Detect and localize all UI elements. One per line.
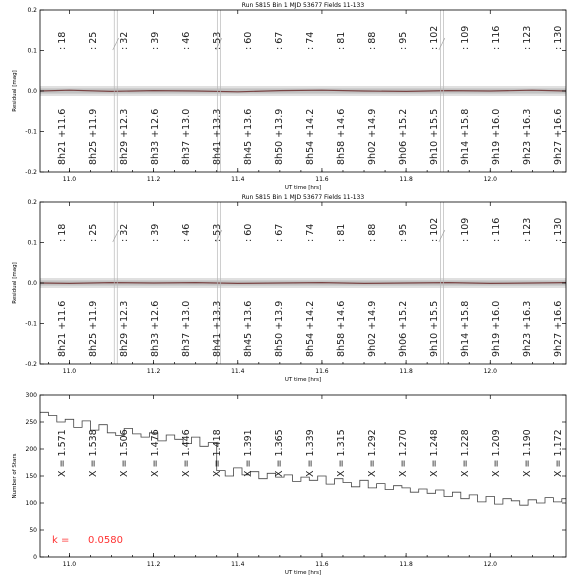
- field-number-label: : 81: [336, 223, 347, 242]
- x-tick-label: 11.8: [399, 176, 413, 183]
- y-tick-label: 0.0: [27, 280, 37, 287]
- airmass-label: X = 1.446: [181, 429, 192, 477]
- time-position-label: 8h21 +11.6: [57, 108, 68, 165]
- y-tick-label: 100: [25, 500, 37, 507]
- field-number-label: : 102: [429, 217, 440, 242]
- field-number-label: : 81: [336, 31, 347, 50]
- field-boundary-slash: [113, 38, 119, 50]
- y-tick-label: 0.1: [27, 239, 37, 247]
- field-number-label: : 123: [522, 217, 533, 242]
- time-position-label: 8h25 +11.9: [88, 300, 99, 357]
- time-position-label: 9h06 +15.2: [398, 108, 409, 165]
- time-position-label: 8h58 +14.6: [336, 300, 347, 357]
- k-label: k =: [52, 535, 70, 546]
- time-position-label: 8h33 +12.6: [150, 108, 161, 165]
- field-number-label: : 32: [119, 31, 130, 50]
- airmass-label: X = 1.248: [429, 429, 440, 477]
- field-number-label: : 18: [57, 31, 68, 50]
- time-position-label: 8h29 +12.3: [119, 108, 130, 165]
- y-tick-label: 0.2: [27, 7, 37, 14]
- x-tick-label: 11.4: [231, 561, 245, 568]
- x-tick-label: 11.2: [146, 368, 161, 375]
- airmass-label: X = 1.365: [274, 429, 285, 477]
- time-position-label: 8h37 +13.0: [181, 300, 192, 357]
- residual-panel-top: [12, 2, 566, 191]
- x-tick-label: 11.2: [146, 176, 161, 183]
- time-position-label: 9h06 +15.2: [398, 300, 409, 357]
- time-position-label: 9h10 +15.5: [429, 108, 440, 165]
- k-value: 0.0580: [88, 535, 123, 546]
- field-number-label: : 32: [119, 223, 130, 242]
- x-axis-label: UT time [hrs]: [284, 377, 322, 383]
- time-position-label: 8h50 +13.9: [274, 300, 285, 357]
- time-position-label: 9h14 +15.8: [460, 300, 471, 357]
- time-position-label: 8h50 +13.9: [274, 108, 285, 165]
- airmass-label: X = 1.270: [398, 429, 409, 477]
- time-position-label: 9h27 +16.6: [553, 300, 564, 357]
- x-axis-label: UT time [hrs]: [284, 185, 322, 191]
- x-tick-label: 12.0: [483, 176, 497, 183]
- field-number-label: : 46: [181, 223, 192, 242]
- time-position-label: 9h02 +14.9: [367, 108, 378, 165]
- y-tick-label: 0.2: [27, 199, 37, 206]
- time-position-label: 9h14 +15.8: [460, 108, 471, 165]
- x-tick-label: 12.0: [483, 561, 497, 568]
- time-position-label: 8h37 +13.0: [181, 108, 192, 165]
- field-number-label: : 60: [243, 31, 254, 50]
- y-tick-label: 0: [33, 554, 37, 561]
- x-tick-label: 11.6: [315, 176, 329, 183]
- airmass-label: X = 1.209: [491, 429, 502, 477]
- x-tick-label: 11.6: [315, 561, 329, 568]
- airmass-label: X = 1.391: [243, 429, 254, 477]
- time-position-label: 8h29 +12.3: [119, 300, 130, 357]
- x-tick-label: 11.8: [399, 368, 413, 375]
- airmass-label: X = 1.228: [460, 429, 471, 477]
- time-position-label: 9h27 +16.6: [553, 108, 564, 165]
- field-number-label: : 46: [181, 31, 192, 50]
- field-number-label: : 95: [398, 223, 409, 242]
- y-tick-label: -0.1: [25, 320, 37, 328]
- field-number-label: : 53: [212, 223, 223, 242]
- airmass-label: X = 1.571: [57, 429, 68, 477]
- panel-title: Run 5815 Bin 1 MJD 53677 Fields 11-133: [241, 2, 365, 9]
- time-position-label: 8h54 +14.2: [305, 300, 316, 357]
- residual-panel-middle: [12, 194, 566, 383]
- time-position-label: 9h19 +16.0: [491, 300, 502, 357]
- field-number-label: : 60: [243, 223, 254, 242]
- panel-title: Run 5815 Bin 1 MJD 53677 Fields 11-133: [241, 194, 365, 201]
- field-number-label: : 39: [150, 31, 161, 50]
- field-number-label: : 109: [460, 217, 471, 242]
- x-tick-label: 11.6: [315, 368, 329, 375]
- airmass-label: X = 1.190: [522, 429, 533, 477]
- star-count-panel: [12, 392, 566, 576]
- y-tick-label: -0.2: [25, 169, 37, 176]
- time-position-label: 8h58 +14.6: [336, 108, 347, 165]
- y-tick-label: -0.2: [25, 361, 37, 368]
- time-position-label: 8h45 +13.6: [243, 108, 254, 165]
- y-tick-label: 0.0: [27, 88, 37, 95]
- field-number-label: : 130: [553, 217, 564, 242]
- field-number-label: : 25: [88, 223, 99, 242]
- field-number-label: : 123: [522, 25, 533, 50]
- time-position-label: 8h21 +11.6: [57, 300, 68, 357]
- airmass-label: X = 1.339: [305, 429, 316, 477]
- airmass-label: X = 1.506: [119, 429, 130, 477]
- field-number-label: : 53: [212, 31, 223, 50]
- field-number-label: : 74: [305, 31, 316, 50]
- y-tick-label: -0.1: [25, 128, 37, 136]
- field-number-label: : 88: [367, 31, 378, 50]
- time-position-label: 9h23 +16.3: [522, 108, 533, 165]
- field-number-label: : 74: [305, 223, 316, 242]
- x-tick-label: 11.0: [62, 368, 77, 375]
- field-number-label: : 39: [150, 223, 161, 242]
- time-position-label: 9h10 +15.5: [429, 300, 440, 357]
- field-number-label: : 18: [57, 223, 68, 242]
- y-tick-label: 0.1: [27, 47, 37, 55]
- x-tick-label: 11.0: [62, 176, 77, 183]
- y-tick-label: 200: [25, 446, 37, 453]
- field-number-label: : 116: [491, 217, 502, 242]
- time-position-label: 8h41 +13.3: [212, 108, 223, 165]
- field-number-label: : 25: [88, 31, 99, 50]
- x-tick-label: 11.2: [146, 561, 161, 568]
- y-tick-label: 300: [25, 392, 37, 399]
- airmass-label: X = 1.538: [88, 429, 99, 477]
- field-number-label: : 130: [553, 25, 564, 50]
- y-axis-label: Number of Stars: [12, 453, 18, 499]
- x-tick-label: 11.8: [399, 561, 413, 568]
- x-tick-label: 11.0: [62, 561, 77, 568]
- airmass-label: X = 1.315: [336, 429, 347, 477]
- time-position-label: 9h02 +14.9: [367, 300, 378, 357]
- field-number-label: : 67: [274, 31, 285, 50]
- x-tick-label: 11.4: [231, 176, 245, 183]
- field-number-label: : 116: [491, 25, 502, 50]
- y-tick-label: 150: [25, 473, 37, 480]
- field-number-label: : 102: [429, 25, 440, 50]
- field-boundary-slash: [113, 230, 119, 242]
- y-tick-label: 50: [29, 527, 37, 534]
- time-position-label: 8h25 +11.9: [88, 108, 99, 165]
- y-tick-label: 250: [25, 419, 37, 426]
- y-axis-label: Residual [mag]: [12, 70, 18, 112]
- field-number-label: : 95: [398, 31, 409, 50]
- x-tick-label: 12.0: [483, 368, 497, 375]
- time-position-label: 9h23 +16.3: [522, 300, 533, 357]
- field-number-label: : 109: [460, 25, 471, 50]
- time-position-label: 8h33 +12.6: [150, 300, 161, 357]
- airmass-label: X = 1.172: [553, 429, 564, 477]
- time-position-label: 8h41 +13.3: [212, 300, 223, 357]
- field-number-label: : 88: [367, 223, 378, 242]
- field-number-label: : 67: [274, 223, 285, 242]
- time-position-label: 8h54 +14.2: [305, 108, 316, 165]
- airmass-label: X = 1.418: [212, 429, 223, 477]
- airmass-label: X = 1.476: [150, 429, 161, 477]
- x-axis-label: UT time [hrs]: [284, 570, 322, 576]
- time-position-label: 9h19 +16.0: [491, 108, 502, 165]
- y-axis-label: Residual [mag]: [12, 262, 18, 304]
- airmass-label: X = 1.292: [367, 429, 378, 477]
- time-position-label: 8h45 +13.6: [243, 300, 254, 357]
- x-tick-label: 11.4: [231, 368, 245, 375]
